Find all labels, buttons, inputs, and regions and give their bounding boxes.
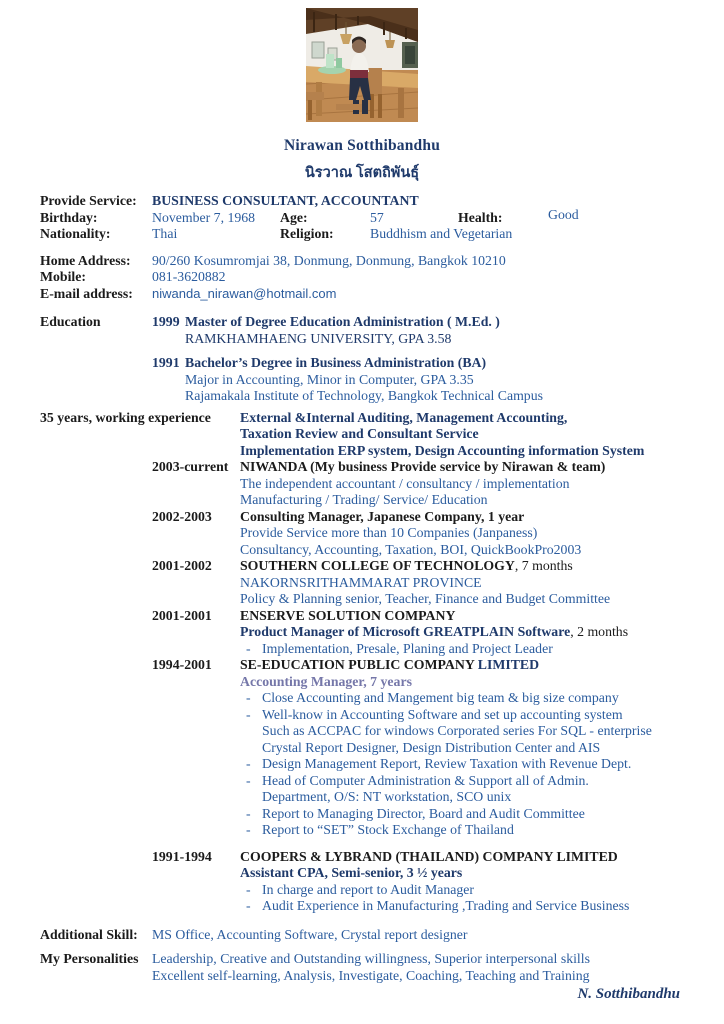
job-title: NIWANDA (My business Provide service by Nirawan & team)	[240, 459, 606, 474]
provide-service-label: Provide Service:	[40, 193, 137, 208]
degree-title: Master of Degree Education Administration ( M.Ed. )	[185, 314, 500, 329]
mobile-label: Mobile:	[40, 269, 86, 284]
bullet-item	[240, 690, 724, 707]
bullet-text: Close Accounting and Mangement big team & big size company	[262, 690, 619, 705]
job-niwanda	[152, 459, 724, 476]
dash-bullet: -	[246, 881, 251, 897]
profile-photo-illustration	[306, 8, 418, 122]
additional-skill-row	[0, 927, 724, 944]
job-duration: , 2 months	[570, 624, 629, 639]
provide-service-value: BUSINESS CONSULTANT, ACCOUNTANT	[152, 193, 419, 208]
dash-bullet: -	[246, 772, 251, 788]
bullet-text: Design Management Report, Review Taxation with Revenue Dept.	[262, 756, 632, 771]
home-address-value: 90/260 Kosumromjai 38, Donmung, Donmung, Bangkok 10210	[152, 252, 506, 268]
job-detail: Provide Service more than 10 Companies (Janpaness)	[240, 525, 538, 540]
job-subtitle-line	[240, 624, 724, 641]
job-detail: Consultancy, Accounting, Taxation, BOI, QuickBookPro2003	[240, 541, 582, 557]
education-section	[0, 314, 724, 405]
job-role: Assistant CPA, Semi-senior, 3 ½ years	[240, 865, 463, 880]
birthday-value: November 7, 1968	[152, 209, 256, 225]
job-title: SE-EDUCATION PUBLIC COMPANY	[240, 657, 478, 672]
job-years: 2003-current	[152, 459, 229, 474]
education-entry-1999	[0, 314, 724, 331]
personalities-line-2: Excellent self-learning, Analysis, Investigate, Coaching, Teaching and Training	[152, 967, 590, 983]
job-years: 1994-2001	[152, 657, 212, 672]
email-row	[0, 286, 724, 303]
bullet-item	[240, 898, 724, 915]
bullet-item	[240, 806, 724, 823]
education-school: RAMKHAMHAENG UNIVERSITY, GPA 3.58	[185, 330, 452, 346]
personalities-row	[0, 951, 724, 968]
job-years: 2002-2003	[152, 508, 212, 524]
contact-section	[0, 253, 724, 303]
bullet-item	[240, 882, 724, 899]
job-years: 2001-2002	[152, 558, 212, 573]
job-title-line	[240, 558, 573, 575]
age-label: Age:	[280, 209, 308, 225]
job-se-education	[152, 657, 724, 674]
job-years: 1991-1994	[152, 848, 212, 864]
bullet-item	[240, 822, 724, 839]
job-southern-college	[152, 558, 724, 575]
job-title: ENSERVE SOLUTION COMPANY	[240, 607, 456, 623]
dash-bullet: -	[246, 822, 251, 837]
dash-bullet: -	[246, 756, 251, 771]
religion-value: Buddhism and Vegetarian	[370, 226, 513, 241]
job-title-line	[240, 657, 539, 674]
personalities-label: My Personalities	[40, 951, 139, 966]
profile-photo	[306, 8, 418, 122]
dash-bullet: -	[246, 805, 251, 821]
home-address-label: Home Address:	[40, 252, 131, 268]
job-detail: Policy & Planning senior, Teacher, Finance and Budget Committee	[240, 591, 611, 606]
education-year: 1991	[152, 355, 180, 370]
education-school: Rajamakala Institute of Technology, Bangkok Technical Campus	[185, 388, 543, 403]
job-consulting-manager	[152, 509, 724, 526]
job-years: 2001-2001	[152, 607, 212, 623]
dash-bullet: -	[246, 690, 251, 705]
bullet-continuation: Crystal Report Designer, Design Distribution Center and AIS	[262, 739, 601, 755]
job-role: Product Manager of Microsoft GREATPLAIN Software	[240, 624, 571, 639]
bullet-text: Head of Computer Administration & Support all of Admin.	[262, 772, 589, 788]
bullet-text: Report to “SET” Stock Exchange of Thailand	[262, 822, 514, 837]
birthday-row	[0, 206, 724, 227]
education-detail: Major in Accounting, Minor in Computer, GPA 3.35	[185, 371, 474, 387]
job-duration: , 7 months	[514, 558, 573, 573]
profile-section	[0, 193, 724, 243]
dash-bullet: -	[246, 640, 251, 656]
birthday-label: Birthday:	[40, 209, 98, 225]
bullet-item	[240, 756, 724, 773]
education-label: Education	[40, 314, 101, 329]
bullet-item	[240, 707, 724, 724]
dash-bullet: -	[246, 898, 251, 913]
home-address-row	[0, 253, 724, 270]
job-title-accent: LIMITED	[477, 657, 540, 672]
job-title: SOUTHERN COLLEGE OF TECHNOLOGY	[240, 558, 515, 573]
provide-service-row	[0, 193, 724, 210]
wall-picture-frame	[312, 42, 324, 58]
nationality-value: Thai	[152, 226, 178, 241]
health-label: Health:	[458, 209, 503, 225]
mobile-value: 081-3620882	[152, 269, 226, 284]
experience-summary-1: External &Internal Auditing, Management Accounting,	[240, 409, 568, 425]
nationality-label: Nationality:	[40, 226, 111, 241]
email-value: niwanda_nirawan@hotmail.com	[152, 285, 337, 301]
mobile-row	[0, 269, 724, 286]
experience-header-row	[0, 410, 724, 427]
page-title-name: Nirawan Sotthibandhu	[283, 137, 441, 154]
personalities-section	[0, 951, 724, 984]
job-detail: NAKORNSRITHAMMARAT PROVINCE	[240, 574, 482, 590]
bullet-text: Implementation, Presale, Planing and Project Leader	[262, 640, 553, 656]
bullet-item	[240, 641, 724, 658]
bullet-text: Well-know in Accounting Software and set up accounting system	[262, 706, 623, 722]
nationality-row	[0, 226, 724, 243]
job-enserve	[152, 608, 724, 625]
thai-name: นิรวาณ โสตถิพันธุ์	[304, 165, 420, 181]
dash-bullet: -	[246, 706, 251, 722]
experience-section	[0, 410, 724, 915]
job-title: Consulting Manager, Japanese Company, 1 year	[240, 508, 525, 524]
age-value: 57	[370, 209, 384, 225]
experience-summary-2: Taxation Review and Consultant Service	[240, 426, 479, 441]
job-coopers-lybrand	[152, 849, 724, 866]
job-detail: Manufacturing / Trading/ Service/ Education	[240, 492, 488, 507]
bullet-text: In charge and report to Audit Manager	[262, 881, 474, 897]
job-detail: The independent accountant / consultancy / implementation	[240, 475, 570, 491]
bullet-text: Report to Managing Director, Board and Audit Committee	[262, 805, 585, 821]
personalities-line-1: Leadership, Creative and Outstanding willingness, Superior interpersonal skills	[152, 951, 590, 966]
experience-summary-3: Implementation ERP system, Design Accounting information System	[240, 442, 645, 458]
bullet-continuation: Department, O/S: NT workstation, SCO unix	[262, 789, 512, 804]
bullet-item	[240, 773, 724, 790]
job-title: COOPERS & LYBRAND (THAILAND) COMPANY LIMITED	[240, 848, 618, 864]
job-role: Accounting Manager, 7 years	[240, 673, 412, 689]
bullet-continuation: Such as ACCPAC for windows Corporated series For SQL - enterprise	[262, 723, 652, 738]
experience-label: 35 years, working experience	[40, 409, 211, 425]
degree-title: Bachelor’s Degree in Business Administration (BA)	[185, 355, 487, 370]
signature: N. Sotthibandhu	[577, 986, 680, 1002]
bullet-text: Audit Experience in Manufacturing ,Trading and Service Business	[262, 898, 630, 913]
education-year: 1999	[152, 314, 180, 329]
additional-skill-label: Additional Skill:	[40, 926, 138, 942]
health-value: Good	[548, 206, 579, 222]
email-label: E-mail address:	[40, 285, 133, 301]
additional-skill-value: MS Office, Accounting Software, Crystal report designer	[152, 926, 468, 942]
education-entry-1991	[152, 355, 724, 372]
religion-label: Religion:	[280, 226, 334, 241]
